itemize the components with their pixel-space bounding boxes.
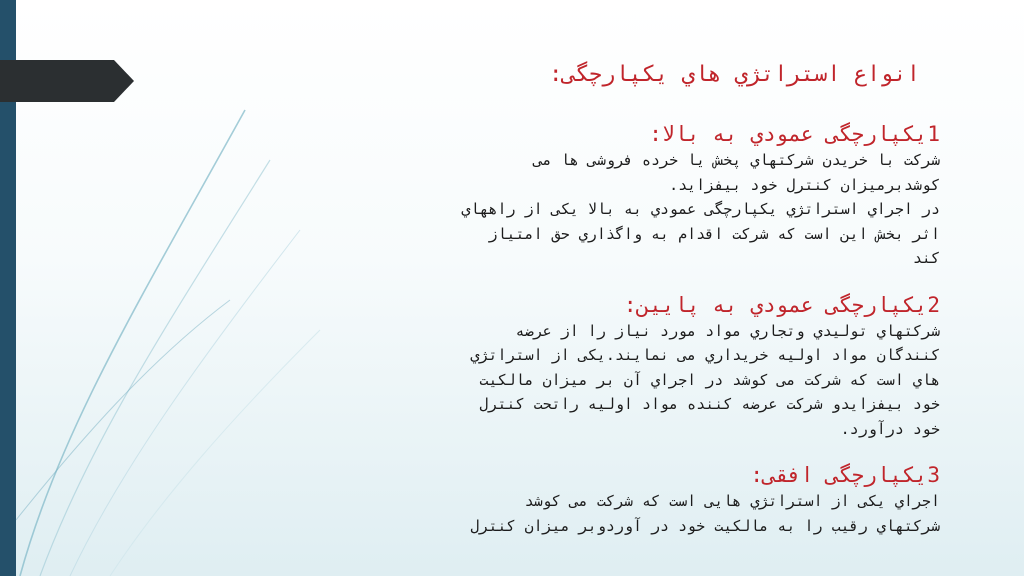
section-heading: 2يکپارچگی عمودي به پايين: xyxy=(623,292,940,317)
section-line: اثر بخش اين است که شرکت اقدام به واگذاري حق امتياز xyxy=(488,224,940,243)
section-line: کوشدبرميزان کنترل خود بيفزايد. xyxy=(669,175,940,194)
section-line: کند xyxy=(912,249,940,267)
section-line: اجراي يکی از استراتژي هايی است که شرکت می کوشد xyxy=(524,492,940,510)
slide-title: انواع استراتژي هاي يکپارچگی: xyxy=(549,62,920,87)
section-line: شرکتهاي توليدي وتجاري مواد مورد نياز را از عرضه xyxy=(515,321,940,340)
section-horizontal xyxy=(250,461,940,538)
section-heading: 3يکپارچگی افقی: xyxy=(750,463,940,487)
section-line: هاي است که شرکت می کوشد در اجراي آن بر ميزان مالکيت xyxy=(479,370,940,389)
section-upward xyxy=(250,120,940,271)
section-heading: 1يکپارچگی عمودي به بالا: xyxy=(649,122,940,146)
section-line: خود درآورد. xyxy=(840,419,940,438)
section-downward xyxy=(250,291,940,442)
section-line: شرکتهاي رقيب را به مالکيت خود در آوردوبر ميزان کنترل xyxy=(470,516,940,535)
section-line: در اجراي استراتژي يکپارچگی عمودي به بالا يکی از راههاي xyxy=(461,200,940,218)
section-line: خود بيفزايدو شرکت عرضه کننده مواد اوليه راتحت کنترل xyxy=(479,395,940,413)
section-line: کنندگان مواد اوليه خريداري می نمايند.يکی از استراتژي xyxy=(470,346,940,364)
section-line: شرکت با خريدن شرکتهاي پخش يا خرده فروشی ها می xyxy=(533,151,940,169)
arrow-tab xyxy=(0,60,134,102)
slide-content xyxy=(250,120,940,538)
